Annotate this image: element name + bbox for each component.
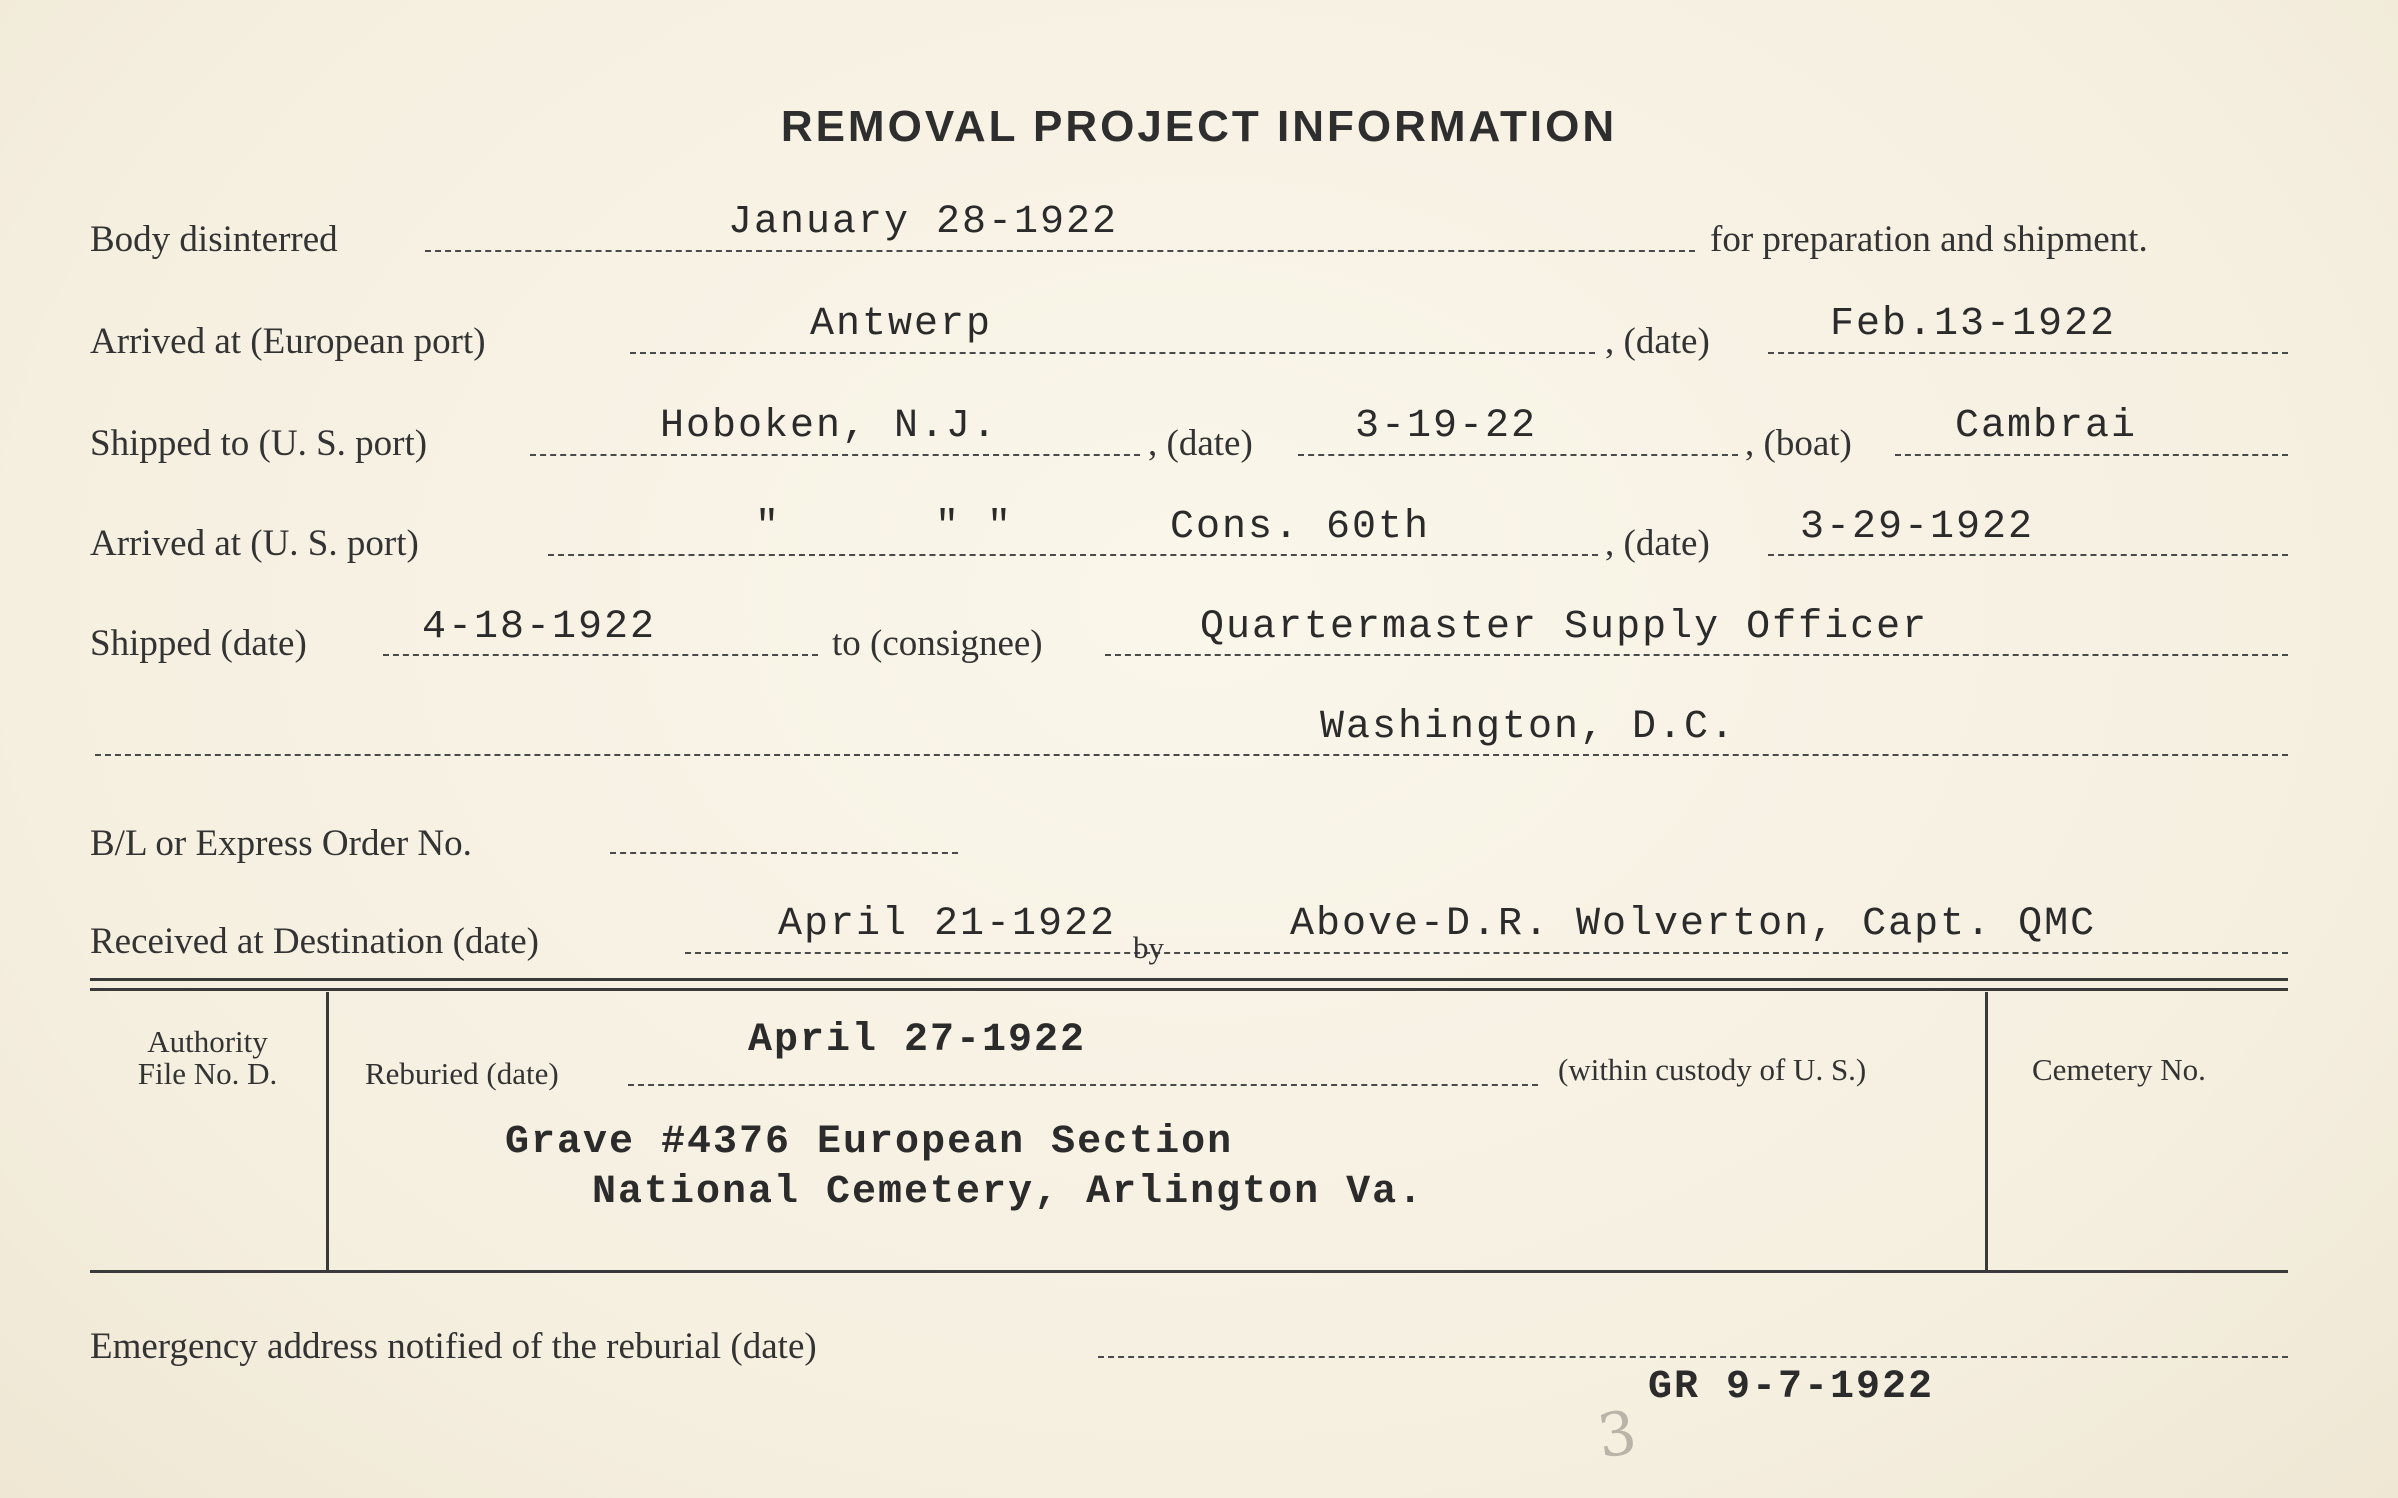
arrived-us-port-label: Arrived at (U. S. port) (90, 523, 419, 564)
shipped-date-label: Shipped (date) (90, 623, 307, 664)
shipped-us-port-line (530, 454, 1140, 456)
shipped-us-boat: Cambrai (1955, 404, 2138, 449)
received-line (685, 952, 2288, 954)
reburied-date: April 27-1922 (748, 1018, 1087, 1063)
consignee-line-2 (95, 754, 2288, 756)
arrived-us-date: 3-29-1922 (1800, 505, 2035, 550)
grave-line-2: National Cemetery, Arlington Va. (592, 1170, 1425, 1215)
shipped-us-port-value: Hoboken, N.J. (660, 404, 999, 449)
file-no-label: File No. D. (137, 1056, 278, 1091)
shipped-date-line (383, 654, 818, 656)
shipped-date: 4-18-1922 (422, 605, 657, 650)
custody-label: (within custody of U. S.) (1558, 1052, 1867, 1087)
box-bottom-rule (90, 1270, 2288, 1273)
box-divider-left (326, 992, 329, 1270)
arrived-us-ditto-1: " (755, 505, 782, 550)
consignee-value: Quartermaster Supply Officer (1200, 605, 1929, 650)
box-top-rule (90, 978, 2288, 981)
arrived-us-port-line (548, 554, 1598, 556)
bl-order-line (610, 852, 958, 854)
shipped-us-boat-label: , (boat) (1745, 423, 1852, 464)
emergency-label: Emergency address notified of the reburial (date) (90, 1326, 817, 1367)
shipped-us-date-line (1298, 454, 1738, 456)
body-disinterred-label: Body disinterred (90, 219, 338, 260)
consignee-line (1105, 654, 2288, 656)
grave-line-1: Grave #4376 European Section (505, 1120, 1234, 1165)
received-by: Above-D.R. Wolverton, Capt. QMC (1290, 902, 2097, 947)
reburied-label: Reburied (date) (365, 1056, 559, 1091)
received-label: Received at Destination (date) (90, 921, 539, 962)
emergency-line (1098, 1356, 2288, 1358)
body-disinterred-suffix: for preparation and shipment. (1710, 219, 2148, 260)
received-by-label: by (1133, 930, 1164, 965)
box-top-rule-2 (90, 988, 2288, 991)
box-divider-right (1985, 992, 1988, 1270)
authority-label: Authority (147, 1024, 268, 1059)
arrived-us-date-label: , (date) (1605, 523, 1710, 564)
pencil-mark: 3 (1593, 1397, 1641, 1473)
arrived-us-ditto-2: " " (935, 505, 1014, 550)
card-title: REMOVAL PROJECT INFORMATION (780, 102, 1618, 151)
shipped-us-date-label: , (date) (1148, 423, 1253, 464)
arrived-european-port: Antwerp (810, 302, 993, 347)
shipped-us-boat-line (1895, 454, 2288, 456)
arrived-european-line (630, 352, 1595, 354)
reburied-line (628, 1084, 1538, 1086)
arrived-european-date: Feb.13-1922 (1830, 302, 2117, 347)
bl-order-label: B/L or Express Order No. (90, 823, 472, 864)
arrived-european-date-line (1768, 352, 2288, 354)
consignee-value-2: Washington, D.C. (1320, 705, 1737, 750)
body-disinterred-line (425, 250, 1695, 252)
shipped-us-date: 3-19-22 (1355, 404, 1538, 449)
arrived-european-date-label: , (date) (1605, 321, 1710, 362)
arrived-us-port-value: Cons. 60th (1170, 505, 1431, 550)
consignee-label: to (consignee) (832, 623, 1043, 664)
arrived-us-date-line (1768, 554, 2288, 556)
cemetery-no-label: Cemetery No. (2032, 1052, 2206, 1087)
shipped-us-port-label: Shipped to (U. S. port) (90, 423, 428, 464)
arrived-european-label: Arrived at (European port) (90, 321, 486, 362)
body-disinterred-value: January 28-1922 (728, 200, 1119, 245)
gr-stamp: GR 9-7-1922 (1648, 1365, 1935, 1410)
received-date: April 21-1922 (778, 902, 1117, 947)
